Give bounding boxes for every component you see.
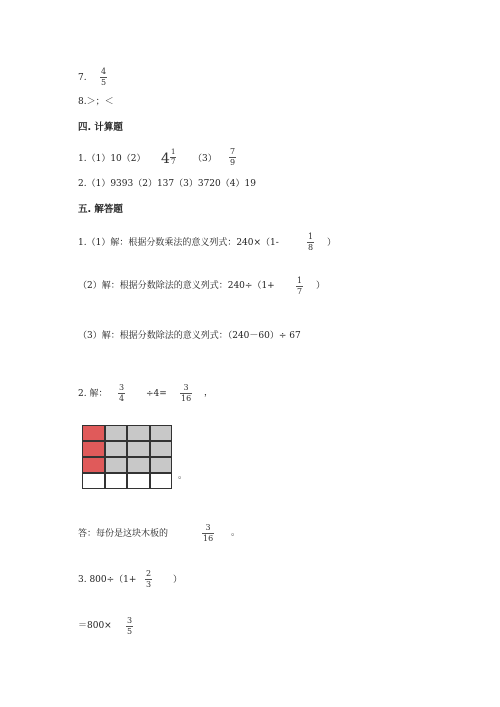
q3-numerator: 2: [146, 569, 152, 578]
calc-1-fraction3: [229, 148, 236, 167]
grid-cell: [105, 457, 128, 473]
grid-cell: [127, 457, 150, 473]
q7-label: 7.: [78, 73, 87, 83]
grid-cell: [82, 441, 105, 457]
q7-numerator: 4: [101, 67, 107, 76]
answer-1-2-numerator: 1: [297, 276, 303, 285]
grid-cell: [105, 425, 128, 441]
grid-cell: [127, 425, 150, 441]
q3-denominator: 3: [146, 580, 152, 589]
calc-1-mixed-whole: 4: [161, 151, 170, 167]
final-answer-period: 。: [231, 528, 241, 538]
answer-2-fraction-b-denominator: 16: [181, 394, 192, 403]
final-answer-denominator: 16: [203, 534, 214, 543]
grid-cell: [127, 473, 150, 489]
grid-cell: [150, 457, 173, 473]
final-answer-numerator: 3: [205, 523, 211, 532]
q3b-numerator: 3: [127, 616, 133, 625]
answer-2-fraction-b-numerator: 3: [183, 383, 189, 392]
calc-1-prefix: 1.（1）10（2）: [78, 154, 146, 164]
grid-cell: [150, 473, 173, 489]
answer-1-1-close: ）: [327, 238, 337, 248]
calc-1-frac3-numerator: 7: [230, 147, 236, 156]
grid-cell: [150, 425, 173, 441]
answer-1-1-fraction: [307, 233, 314, 252]
calc-1-mixed-fraction: [170, 149, 176, 166]
q3b-text: ＝800×: [78, 621, 112, 631]
answer-2-operator: ÷4=: [146, 389, 167, 399]
grid-cell: [105, 441, 128, 457]
answer-1-1-numerator: 1: [308, 232, 314, 241]
q3b-fraction: [126, 617, 133, 636]
calc-2-answer: 2.（1）9393（2）137（3）3720（4）19: [78, 179, 256, 189]
answer-1-2-close: ）: [316, 281, 326, 291]
calc-1-frac3-denominator: 9: [230, 158, 236, 167]
q3-close: ）: [173, 575, 183, 585]
answer-2-fraction-b: [180, 384, 192, 403]
fraction-grid-figure: [82, 425, 172, 489]
q7-fraction: [100, 68, 107, 87]
grid-cell: [82, 425, 105, 441]
grid-cell: [82, 457, 105, 473]
answer-1-3-text: （3）解：根据分数除法的意义列式：（240－60）÷ 67: [78, 331, 301, 341]
q3-fraction: [145, 570, 152, 589]
grid-cell: [150, 441, 173, 457]
answer-1-2-text: （2）解：根据分数除法的意义列式：240÷（1+: [78, 281, 275, 291]
final-answer-fraction: [202, 524, 214, 543]
answer-1-2-denominator: 7: [297, 287, 303, 296]
answer-2-fraction-a: [118, 384, 125, 403]
section-4-title: 四. 计算题: [78, 122, 123, 133]
grid-period: 。: [178, 471, 188, 481]
section-5-title: 五. 解答题: [78, 204, 123, 215]
answer-2-prefix: 2. 解：: [78, 389, 108, 399]
calc-1-part3: （3）: [193, 154, 217, 164]
q3b-denominator: 5: [127, 627, 133, 636]
answer-2-fraction-a-denominator: 4: [119, 394, 125, 403]
answer-2-comma: ，: [204, 388, 214, 398]
grid-cell: [105, 473, 128, 489]
final-answer-text: 答：每份是这块木板的: [78, 529, 169, 539]
grid-cell: [127, 441, 150, 457]
answer-1-1-text: 1.（1）解：根据分数乘法的意义列式：240×（1-: [78, 238, 279, 248]
calc-1-mixed-denominator: 7: [171, 158, 176, 166]
calc-1-mixed-numerator: 1: [171, 148, 176, 156]
q7-denominator: 5: [101, 78, 107, 87]
answer-1-2-fraction: [296, 277, 303, 296]
grid-cell: [82, 473, 105, 489]
q8-answer: 8.＞；＜: [78, 97, 114, 107]
q3-text: 3. 800÷（1+: [78, 575, 137, 585]
answer-2-fraction-a-numerator: 3: [119, 383, 125, 392]
answer-1-1-denominator: 8: [308, 243, 314, 252]
